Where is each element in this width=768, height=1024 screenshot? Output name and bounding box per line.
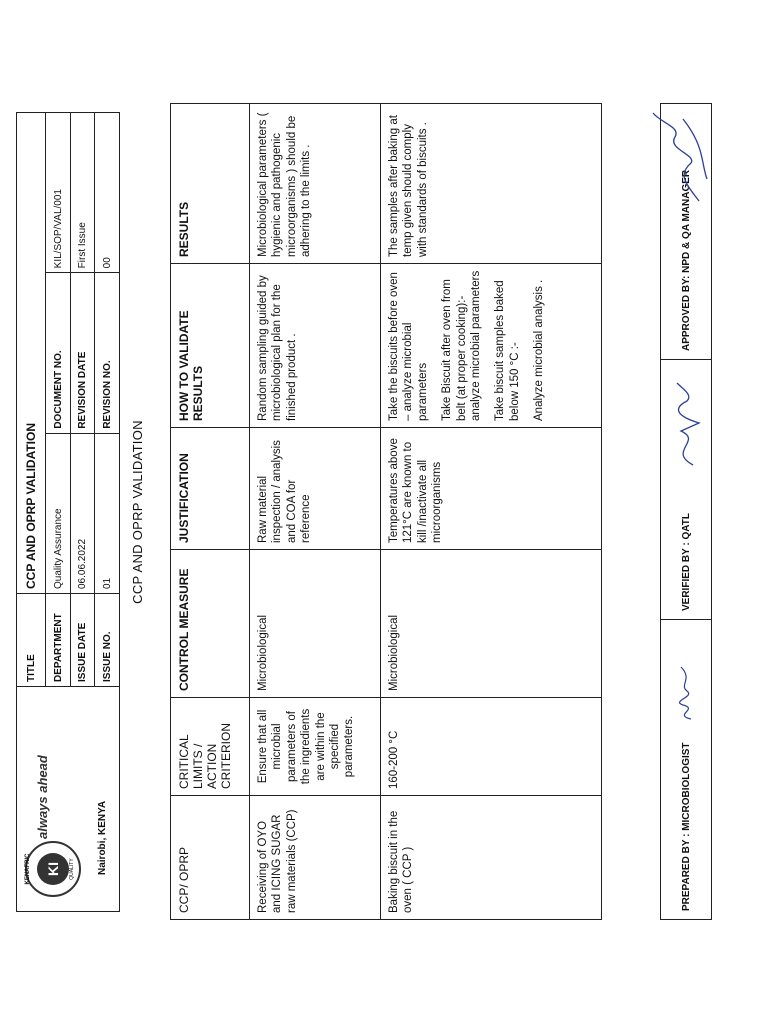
control-cell: Microbiological xyxy=(381,550,602,698)
company-location: Nairobi, KENYA xyxy=(97,800,108,875)
title-value: CCP AND OPRP VALIDATION xyxy=(17,113,46,594)
prepared-by-label: PREPARED BY : MICROBIOLOGIST xyxy=(680,742,692,911)
department-label: DEPARTMENT xyxy=(46,594,71,687)
table-header-row xyxy=(171,104,250,920)
column-header-ccp: CCP/ OPRP xyxy=(171,796,250,920)
limits-cell: 160-200 °C xyxy=(381,698,602,796)
validate-step: Random sampling guided by microbiological plan for the finished product . xyxy=(257,275,298,421)
document-header xyxy=(16,112,120,912)
justification-cell: Temperatures above 121°C are known to kill /inactivate all microorganisms xyxy=(381,428,602,550)
column-header-control-measure: CONTROL MEASURE xyxy=(171,550,250,698)
results-cell: The samples after baking at temp given should comply with standards of biscuits . xyxy=(381,104,602,264)
column-header-critical-limits: CRITICAL LIMITS / ACTION CRITERION xyxy=(171,698,250,796)
signature-verified-icon xyxy=(663,381,707,471)
table-row xyxy=(250,104,381,920)
signature-prepared-icon xyxy=(669,663,701,723)
document-no-value: KIL/SOP/VAL/001 xyxy=(46,113,71,273)
limits-cell: Ensure that all microbial parameters of the ingredients are within the specified parameters. xyxy=(250,698,381,796)
validate-step: Take biscuit samples baked below 150 °C :- xyxy=(494,280,521,421)
validation-table xyxy=(170,103,602,920)
logo-cell xyxy=(17,687,120,912)
logo-ring-text: KENAFRIC xyxy=(25,853,31,885)
issue-date-value: 06.06.2022 xyxy=(70,433,95,593)
issue-date-label: ISSUE DATE xyxy=(70,594,95,687)
validate-cell xyxy=(250,264,381,428)
validate-cell xyxy=(381,264,602,428)
column-header-results: RESULTS xyxy=(171,104,250,264)
revision-date-label: REVISION DATE xyxy=(70,273,95,433)
document-heading: CCP AND OPRP VALIDATION xyxy=(130,420,145,604)
ccp-cell: Baking biscuit in the oven ( CCP ) xyxy=(381,796,602,920)
issue-no-label: ISSUE NO. xyxy=(95,594,120,687)
revision-no-label: REVISION NO. xyxy=(95,273,120,433)
revision-no-value: 00 xyxy=(95,113,120,273)
verified-by-label: VERIFIED BY : QATL xyxy=(680,513,692,611)
justification-cell: Raw material inspection / analysis and COA for reference xyxy=(250,428,381,550)
column-header-how-to-validate: HOW TO VALIDATE RESULTS xyxy=(171,264,250,428)
ccp-cell: Receiving of OYO and ICING SUGAR raw materials (CCP) xyxy=(250,796,381,920)
title-label: TITLE xyxy=(17,594,46,687)
signature-block xyxy=(660,103,712,920)
document-no-label: DOCUMENT NO. xyxy=(46,273,71,433)
signature-approved-icon xyxy=(647,109,717,209)
logo-ring-bottom-text: QUALITY xyxy=(69,858,75,880)
approved-by-label: APPROVED BY: NPD & QA MANAGER xyxy=(680,169,692,351)
company-logo xyxy=(23,701,85,901)
logo-mark: KI xyxy=(37,853,69,885)
control-cell: Microbiological xyxy=(250,550,381,698)
approved-by-cell xyxy=(661,104,712,360)
revision-date-value: First Issue xyxy=(70,113,95,273)
column-header-justification: JUSTIFICATION xyxy=(171,428,250,550)
issue-no-value: 01 xyxy=(95,433,120,593)
prepared-by-cell xyxy=(661,620,712,920)
logo-emblem-icon xyxy=(25,841,81,897)
validate-step: Take Biscuit after oven from belt (at proper cooking):- analyze microbial parameters xyxy=(441,270,482,421)
results-cell: Microbiological parameters ( hygienic and pathogenic microorganisms ) should be adhering to the limits . xyxy=(250,104,381,264)
verified-by-cell xyxy=(661,360,712,620)
validate-step: Take the biscuits before oven – analyze microbial parameters xyxy=(388,272,429,421)
validate-step: Analyze microbial analysis . xyxy=(533,279,545,421)
table-row xyxy=(381,104,602,920)
department-value: Quality Assurance xyxy=(46,433,71,593)
company-slogan: always ahead xyxy=(35,755,50,839)
